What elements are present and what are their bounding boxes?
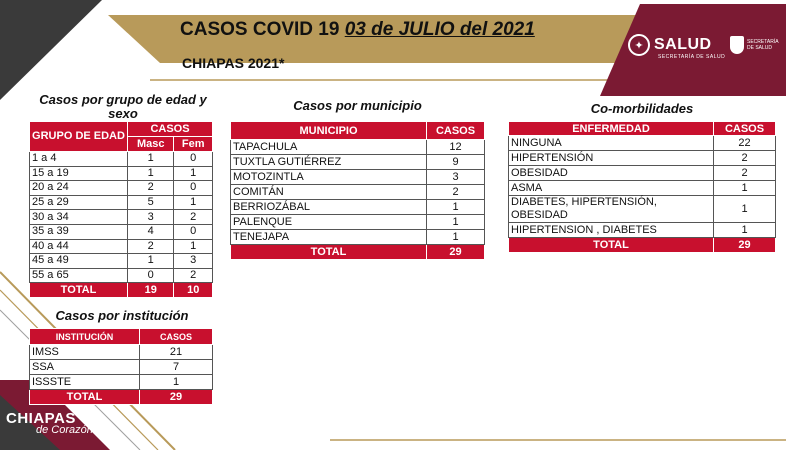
institucion-cell: ISSSTE (30, 375, 140, 390)
table-row (30, 254, 213, 269)
total-row (231, 245, 485, 260)
masc-cell: 4 (128, 224, 174, 239)
enfermedad-cell: NINGUNA (509, 136, 714, 151)
fem-cell: 2 (174, 268, 213, 283)
municipio-cell: BERRIOZÁBAL (231, 200, 427, 215)
edad-table (29, 121, 213, 298)
table-row (30, 239, 213, 254)
casos-cell: 12 (427, 140, 485, 155)
municipio-cell: TAPACHULA (231, 140, 427, 155)
fem-cell: 0 (174, 152, 213, 167)
table-row (30, 375, 213, 390)
total-value: 29 (427, 245, 485, 260)
municipio-cell: COMITÁN (231, 185, 427, 200)
enfermedad-cell: OBESIDAD (509, 166, 714, 181)
grupo-cell: 20 a 24 (30, 181, 128, 196)
masc-cell: 2 (128, 181, 174, 196)
masc-cell: 0 (128, 268, 174, 283)
salud-logo-word: SALUD (654, 36, 712, 53)
masc-cell: 3 (128, 210, 174, 225)
institucion-table (29, 328, 213, 405)
col-header-municipio: MUNICIPIO (231, 122, 427, 140)
casos-cell: 3 (427, 170, 485, 185)
table-row (231, 200, 485, 215)
grupo-cell: 40 a 44 (30, 239, 128, 254)
casos-cell: 1 (714, 181, 776, 196)
fem-cell: 0 (174, 224, 213, 239)
fem-cell: 2 (174, 210, 213, 225)
institucion-heading: Casos por institución (55, 308, 189, 323)
title-prefix: CASOS COVID 19 (180, 19, 345, 40)
col-header-casos: CASOS (714, 122, 776, 136)
fem-cell: 1 (174, 166, 213, 181)
title-date: 03 de JULIO del 2021 (344, 19, 535, 40)
col-header-casos: CASOS (140, 329, 213, 345)
grupo-cell: 15 a 19 (30, 166, 128, 181)
casos-cell: 2 (714, 166, 776, 181)
salud-logo (628, 34, 726, 60)
comorbilidades-table-body (509, 136, 776, 253)
table-row (30, 152, 213, 167)
casos-cell: 1 (140, 375, 213, 390)
casos-cell: 9 (427, 155, 485, 170)
grupo-cell: 1 a 4 (30, 152, 128, 167)
municipio-cell: TENEJAPA (231, 230, 427, 245)
table-row (231, 185, 485, 200)
grupo-cell: 55 a 65 (30, 268, 128, 283)
col-header-casos: CASOS (128, 122, 213, 137)
grupo-cell: 25 a 29 (30, 195, 128, 210)
masc-cell: 1 (128, 152, 174, 167)
casos-cell: 1 (714, 196, 776, 223)
grupo-cell: 35 a 39 (30, 224, 128, 239)
table-row (30, 210, 213, 225)
enfermedad-cell: HIPERTENSIÓN (509, 151, 714, 166)
fem-cell: 3 (174, 254, 213, 269)
table-row (231, 170, 485, 185)
table-row (30, 195, 213, 210)
table-row (30, 181, 213, 196)
masc-cell: 1 (128, 254, 174, 269)
table-row (231, 230, 485, 245)
table-row (509, 151, 776, 166)
casos-cell: 1 (427, 230, 485, 245)
masc-cell: 5 (128, 195, 174, 210)
comorbilidades-table (508, 121, 776, 253)
col-header-grupo: GRUPO DE EDAD (30, 122, 128, 152)
masc-cell: 2 (128, 239, 174, 254)
total-label: TOTAL (30, 390, 140, 405)
col-header-enfermedad: ENFERMEDAD (509, 122, 714, 136)
table-row (509, 181, 776, 196)
total-label: TOTAL (231, 245, 427, 260)
enfermedad-cell: ASMA (509, 181, 714, 196)
fem-cell: 1 (174, 239, 213, 254)
table-row (30, 345, 213, 360)
municipio-table (230, 121, 485, 260)
salud-logo-sub: SECRETARÍA DE SALUD (658, 54, 726, 60)
municipio-cell: PALENQUE (231, 215, 427, 230)
page-title (180, 19, 535, 41)
table-row (30, 268, 213, 283)
municipio-cell: MOTOZINTLA (231, 170, 427, 185)
col-header-casos: CASOS (427, 122, 485, 140)
enfermedad-cell: HIPERTENSION , DIABETES (509, 223, 714, 238)
table-row (231, 155, 485, 170)
brand-line2: de Corazón (36, 424, 93, 436)
col-header-masc: Masc (128, 137, 174, 152)
municipio-table-body (231, 140, 485, 260)
secretaria-logo (730, 36, 777, 54)
table-row (509, 223, 776, 238)
table-row (231, 140, 485, 155)
secretaria-logo-text: SECRETARÍA DE SALUD (747, 39, 779, 51)
fem-cell: 0 (174, 181, 213, 196)
institucion-table-body (30, 345, 213, 405)
casos-cell: 7 (140, 360, 213, 375)
total-label: TOTAL (509, 238, 714, 253)
casos-cell: 2 (427, 185, 485, 200)
eagle-seal-icon: ✦ (628, 34, 650, 56)
edad-table-body (30, 152, 213, 298)
table-row (30, 166, 213, 181)
comorbilidades-heading: Co-morbilidades (590, 101, 694, 116)
grupo-cell: 30 a 34 (30, 210, 128, 225)
casos-cell: 21 (140, 345, 213, 360)
total-value: 29 (140, 390, 213, 405)
casos-cell: 22 (714, 136, 776, 151)
corner-dark-shape (0, 0, 102, 100)
masc-cell: 1 (128, 166, 174, 181)
table-row (30, 224, 213, 239)
col-header-institucion: INSTITUCIÓN (30, 329, 140, 345)
total-value: 29 (714, 238, 776, 253)
table-row (509, 166, 776, 181)
total-row (509, 238, 776, 253)
total-masc: 19 (128, 283, 174, 298)
enfermedad-cell: DIABETES, HIPERTENSIÓN, OBESIDAD (509, 196, 714, 223)
casos-cell: 1 (427, 215, 485, 230)
grupo-cell: 45 a 49 (30, 254, 128, 269)
table-row (509, 196, 776, 223)
edad-heading: Casos por grupo de edad y sexo (39, 92, 207, 121)
fem-cell: 1 (174, 195, 213, 210)
municipio-cell: TUXTLA GUTIÉRREZ (231, 155, 427, 170)
casos-cell: 2 (714, 151, 776, 166)
col-header-fem: Fem (174, 137, 213, 152)
casos-cell: 1 (427, 200, 485, 215)
total-fem: 10 (174, 283, 213, 298)
institucion-cell: IMSS (30, 345, 140, 360)
table-row (30, 360, 213, 375)
shield-icon (730, 36, 744, 54)
casos-cell: 1 (714, 223, 776, 238)
page-subtitle: CHIAPAS 2021* (182, 55, 285, 71)
municipio-heading: Casos por municipio (293, 98, 422, 113)
table-row (231, 215, 485, 230)
institucion-cell: SSA (30, 360, 140, 375)
table-row (509, 136, 776, 151)
brand-line1: CHIAPAS (6, 410, 76, 427)
total-row (30, 390, 213, 405)
total-row (30, 283, 213, 298)
chiapas-brand-logo (6, 410, 93, 436)
total-label: TOTAL (30, 283, 128, 298)
